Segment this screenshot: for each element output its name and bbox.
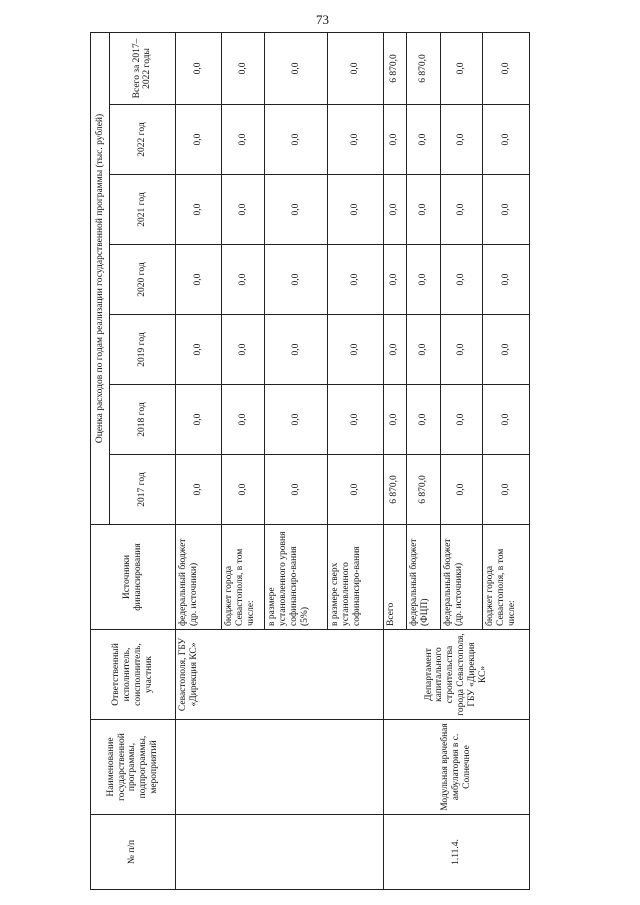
cell-value: 0,0 (483, 315, 530, 385)
header-name: Наименование государственной программы, подпрограммы, мероприятий (91, 720, 176, 815)
cell-value: 6 870,0 (406, 32, 440, 104)
cell-value: 0,0 (264, 245, 328, 315)
cell-value: 0,0 (222, 32, 264, 104)
row-name-empty (175, 720, 383, 815)
cell-value: 0,0 (264, 32, 328, 104)
cell-value: 0,0 (264, 315, 328, 385)
cell-value: 0,0 (175, 175, 222, 245)
cell-value: 0,0 (440, 245, 482, 315)
row-source: Всего (383, 525, 406, 630)
cell-value: 0,0 (175, 245, 222, 315)
cell-value: 0,0 (483, 105, 530, 175)
cell-value: 0,0 (264, 175, 328, 245)
cell-value: 0,0 (222, 455, 264, 525)
header-year: 2017 год (110, 455, 176, 525)
row-source: в размере сверх установленного софинансиро-вания (328, 525, 383, 630)
page-number: 73 (316, 12, 329, 27)
cell-value: 0,0 (264, 105, 328, 175)
row-source: в размере установленного уровня софинансиро-вания (5%) (264, 525, 328, 630)
cell-value: 0,0 (483, 455, 530, 525)
cell-value: 0,0 (222, 385, 264, 455)
cell-value: 0,0 (222, 245, 264, 315)
cell-value: 0,0 (175, 455, 222, 525)
cell-value: 0,0 (222, 105, 264, 175)
cell-value: 0,0 (222, 175, 264, 245)
cell-value: 0,0 (483, 245, 530, 315)
cell-value: 0,0 (406, 245, 440, 315)
cell-value: 0,0 (383, 105, 406, 175)
cell-value: 0,0 (264, 455, 328, 525)
cell-value: 0,0 (383, 315, 406, 385)
cell-value: 0,0 (406, 315, 440, 385)
cell-value: 0,0 (328, 385, 383, 455)
cell-value: 0,0 (383, 175, 406, 245)
header-executor: Ответственный исполнитель, соисполнитель, участник (91, 630, 176, 720)
cell-value: 0,0 (440, 32, 482, 104)
cell-value: 0,0 (406, 175, 440, 245)
cell-value: 0,0 (222, 315, 264, 385)
rotated-table-container (90, 33, 530, 890)
cell-value: 0,0 (440, 175, 482, 245)
header-total: Всего за 2017–2022 годы (110, 32, 176, 104)
table-row (175, 32, 222, 889)
cell-value: 0,0 (328, 315, 383, 385)
cell-value: 0,0 (383, 385, 406, 455)
cell-value: 0,0 (483, 385, 530, 455)
header-year: 2022 год (110, 105, 176, 175)
cell-value: 0,0 (440, 105, 482, 175)
cell-value: 0,0 (175, 315, 222, 385)
cell-value: 0,0 (440, 385, 482, 455)
header-year: 2018 год (110, 385, 176, 455)
row-num: 1.11.4. (383, 815, 529, 890)
table-row (383, 32, 406, 889)
row-source: бюджет города Севастополя, в том числе: (222, 525, 264, 630)
cell-value: 0,0 (328, 455, 383, 525)
row-source: федеральный бюджет (др. источники) (440, 525, 482, 630)
cell-value: 0,0 (440, 315, 482, 385)
cell-value: 0,0 (406, 385, 440, 455)
row-source: бюджет города Севастополя, в том числе: (483, 525, 530, 630)
header-group: Оценка расходов по годам реализации государственной программы (тыс. рублей) (91, 32, 110, 524)
cell-value: 0,0 (328, 245, 383, 315)
cell-value: 0,0 (175, 32, 222, 104)
row-source: федеральный бюджет (ФЦП) (406, 525, 440, 630)
cell-value: 0,0 (264, 385, 328, 455)
row-executor: Департамент капитального строительства города Севастополя, ГБУ «Дирекция КС» (383, 630, 529, 720)
header-source: Источники финансирования (91, 525, 176, 630)
budget-table (90, 32, 530, 890)
header-year: 2019 год (110, 315, 176, 385)
cell-value: 0,0 (175, 105, 222, 175)
cell-value: 0,0 (483, 32, 530, 104)
cell-value: 0,0 (328, 32, 383, 104)
cell-value: 6 870,0 (383, 32, 406, 104)
cell-value: 0,0 (175, 385, 222, 455)
row-num-empty (175, 815, 383, 890)
row-executor: Севастополя, ГБУ «Дирекция КС» (175, 630, 383, 720)
cell-value: 6 870,0 (406, 455, 440, 525)
row-name: Модульная врачебная амбулатория в с. Солнечное (383, 720, 529, 815)
cell-value: 6 870,0 (383, 455, 406, 525)
cell-value: 0,0 (328, 175, 383, 245)
header-year: 2021 год (110, 175, 176, 245)
row-source: федеральный бюджет (др. источники) (175, 525, 222, 630)
cell-value: 0,0 (383, 245, 406, 315)
header-num: № п/п (91, 815, 176, 890)
cell-value: 0,0 (440, 455, 482, 525)
cell-value: 0,0 (406, 105, 440, 175)
cell-value: 0,0 (483, 175, 530, 245)
cell-value: 0,0 (328, 105, 383, 175)
header-year: 2020 год (110, 245, 176, 315)
